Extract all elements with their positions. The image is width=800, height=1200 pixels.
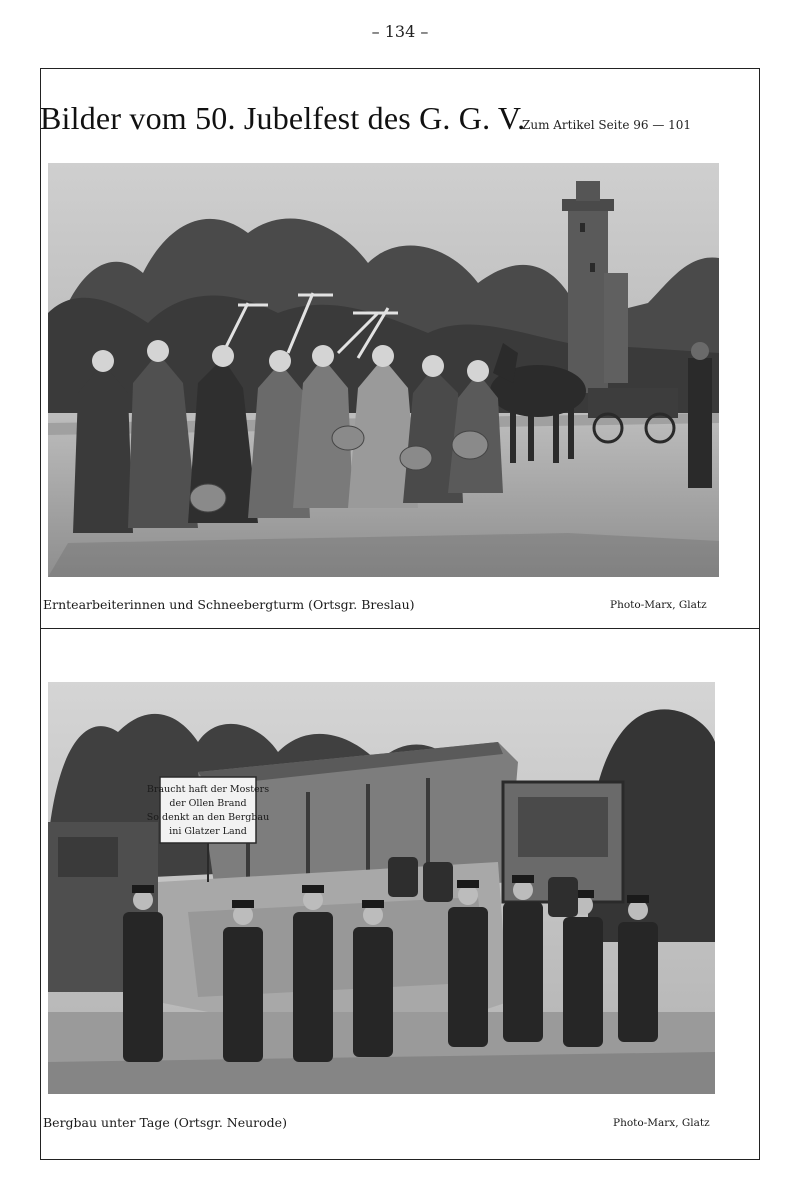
photo-mining-float <box>48 682 715 1094</box>
sign-line-2: der Ollen Brand <box>169 798 247 809</box>
photo-credit: Photo-Marx, Glatz <box>613 1117 710 1129</box>
page-number: – 134 – <box>371 22 429 41</box>
photo-credit: Photo-Marx, Glatz <box>610 599 707 611</box>
photo-divider <box>40 628 760 629</box>
article-reference: Zum Artikel Seite 96 — 101 <box>522 118 692 132</box>
photo-harvest-workers <box>48 163 719 577</box>
photo-harvest-workers-image <box>48 163 719 577</box>
article-heading <box>40 100 730 140</box>
sign-line-3: So denkt an den Bergbau <box>146 812 270 823</box>
photo-mining-float-image <box>48 682 715 1094</box>
article-title: Bilder vom 50. Jubelfest des G. G. V. <box>40 100 526 136</box>
sign-line-4: ini Glatzer Land <box>169 826 247 837</box>
photo-caption: Bergbau unter Tage (Ortsgr. Neurode) <box>43 1115 287 1130</box>
photo-caption: Erntearbeiterinnen und Schneebergturm (Ortsgr. Breslau) <box>43 597 415 612</box>
sign-line-1: Braucht haft der Mosters <box>146 784 270 795</box>
